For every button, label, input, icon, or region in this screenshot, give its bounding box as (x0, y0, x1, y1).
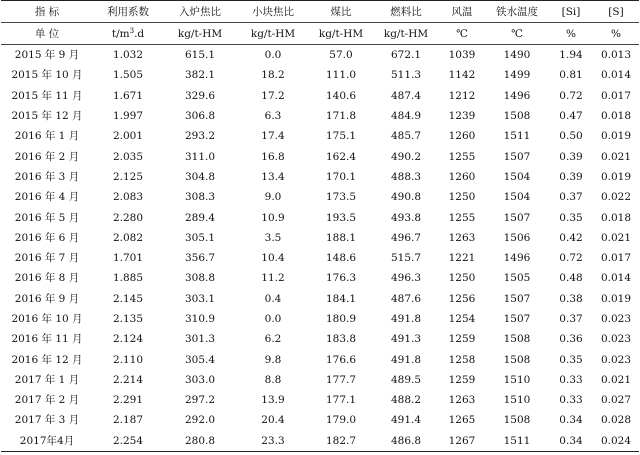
cell-iron-temp: 1496 (503, 89, 531, 102)
cell-coke-rate: 289.4 (184, 211, 216, 224)
cell-iron-temp: 1510 (503, 394, 531, 407)
cell-blast-temp: 1255 (448, 211, 476, 224)
table-row (1, 146, 639, 166)
unit-coal-rate: kg/t-HM (309, 23, 373, 45)
cell-month: 2016 年 3 月 (14, 170, 80, 183)
cell-month: 2016 年 6 月 (14, 231, 80, 244)
cell-nut-coke: 8.8 (264, 373, 282, 386)
cell-nut-coke: 6.2 (264, 333, 282, 346)
cell-si: 0.34 (559, 414, 583, 427)
cell-nut-coke: 0.4 (264, 292, 282, 305)
cell-si: 0.33 (559, 394, 583, 407)
cell-fuel-rate: 672.1 (390, 49, 422, 62)
cell-nut-coke: 17.2 (261, 89, 285, 102)
cell-s: 0.027 (600, 394, 632, 407)
cell-nut-coke: 9.8 (264, 353, 282, 366)
table-body (1, 45, 639, 452)
cell-iron-temp: 1496 (503, 252, 531, 265)
cell-nut-coke: 10.4 (261, 252, 285, 265)
cell-blast-temp: 1142 (448, 69, 476, 82)
cell-coke-rate: 356.7 (184, 252, 216, 265)
cell-coke-rate: 304.8 (184, 170, 216, 183)
cell-coal-rate: 140.6 (325, 89, 357, 102)
cell-coal-rate: 184.1 (325, 292, 357, 305)
cell-si: 0.38 (559, 292, 583, 305)
cell-coal-rate: 173.5 (325, 191, 357, 204)
cell-s: 0.022 (600, 191, 632, 204)
cell-si: 0.37 (559, 313, 583, 325)
cell-nut-coke: 0.0 (264, 313, 282, 325)
cell-utilization: 1.885 (112, 272, 144, 285)
cell-month: 2016 年 4 月 (14, 191, 80, 204)
unit-coef-sup: 3 (129, 26, 135, 35)
cell-fuel-rate: 484.9 (390, 110, 422, 123)
cell-s: 0.014 (600, 69, 632, 82)
table-row (1, 228, 639, 248)
cell-blast-temp: 1221 (448, 252, 476, 265)
cell-si: 0.42 (559, 231, 583, 244)
cell-coal-rate: 183.8 (325, 333, 357, 346)
header-indicator: 指 标 (1, 1, 93, 23)
table-row (1, 167, 639, 187)
unit-label: 单 位 (1, 23, 93, 45)
cell-s: 0.019 (600, 170, 632, 183)
cell-blast-temp: 1259 (448, 373, 476, 386)
cell-coke-rate: 382.1 (184, 69, 216, 82)
cell-coal-rate: 111.0 (325, 69, 357, 82)
cell-fuel-rate: 493.8 (390, 211, 422, 224)
cell-s: 0.018 (600, 211, 632, 224)
table-row (1, 268, 639, 288)
cell-coal-rate: 162.4 (325, 150, 357, 163)
cell-coke-rate: 303.1 (184, 292, 216, 305)
cell-nut-coke: 18.2 (261, 69, 285, 82)
cell-fuel-rate: 511.3 (390, 69, 422, 82)
cell-fuel-rate: 491.8 (390, 353, 422, 366)
header-utilization: 利用系数 (93, 1, 163, 23)
cell-fuel-rate: 491.4 (390, 414, 422, 427)
cell-s: 0.024 (593, 431, 639, 452)
table-row (1, 410, 639, 430)
cell-coke-rate: 292.0 (184, 414, 216, 427)
cell-iron-temp: 1507 (503, 150, 531, 163)
cell-fuel-rate: 490.2 (390, 150, 422, 163)
cell-coal-rate: 175.1 (325, 130, 357, 143)
cell-blast-temp: 1212 (448, 89, 476, 102)
cell-nut-coke: 9.0 (264, 191, 282, 204)
cell-coke-rate: 311.0 (184, 150, 216, 163)
cell-iron-temp: 1511 (485, 431, 549, 452)
header-iron-temp: 铁水温度 (485, 1, 549, 23)
cell-si: 0.81 (559, 69, 583, 82)
cell-utilization: 2.035 (112, 150, 144, 163)
cell-iron-temp: 1508 (503, 414, 531, 427)
cell-utilization: 1.701 (112, 252, 144, 265)
cell-coal-rate: 177.7 (325, 373, 357, 386)
table-row (1, 349, 639, 369)
cell-utilization: 1.671 (112, 89, 144, 102)
cell-month: 2016 年 2 月 (14, 150, 80, 163)
cell-coke-rate: 310.9 (184, 313, 216, 325)
cell-si: 0.33 (559, 373, 583, 386)
table-row (1, 248, 639, 268)
cell-coal-rate: 177.1 (325, 394, 357, 407)
cell-blast-temp: 1039 (448, 49, 476, 62)
cell-iron-temp: 1504 (503, 191, 531, 204)
cell-month: 2016 年 5 月 (14, 211, 80, 224)
cell-coal-rate: 188.1 (325, 231, 357, 244)
unit-coef-tail: .d (134, 27, 145, 40)
unit-coef-base: t/m (111, 27, 130, 40)
cell-iron-temp: 1490 (503, 49, 531, 62)
cell-si: 0.72 (559, 252, 583, 265)
cell-utilization: 1.997 (112, 110, 144, 123)
header-coal-rate: 煤比 (309, 1, 373, 23)
cell-coal-rate: 193.5 (325, 211, 357, 224)
cell-fuel-rate: 487.4 (390, 89, 422, 102)
cell-coke-rate: 329.6 (184, 89, 216, 102)
table-row (1, 309, 639, 329)
cell-utilization: 2.001 (112, 130, 144, 143)
cell-nut-coke: 16.8 (261, 150, 285, 163)
cell-utilization: 2.135 (112, 313, 144, 325)
cell-nut-coke: 11.2 (261, 272, 285, 285)
cell-month: 2017 年 2 月 (14, 394, 80, 407)
cell-blast-temp: 1260 (448, 130, 476, 143)
cell-fuel-rate: 515.7 (390, 252, 422, 265)
cell-month: 2016 年 12 月 (11, 353, 83, 366)
cell-coke-rate: 306.8 (184, 110, 216, 123)
cell-blast-temp: 1258 (448, 353, 476, 366)
header-fuel-rate: 燃料比 (373, 1, 439, 23)
cell-iron-temp: 1506 (503, 231, 531, 244)
cell-month: 2015 年 10 月 (11, 69, 83, 82)
cell-s: 0.018 (600, 110, 632, 123)
cell-s: 0.013 (600, 49, 632, 62)
header-blast-temp: 风温 (439, 1, 485, 23)
header-nut-coke: 小块焦比 (237, 1, 309, 23)
header-coke-rate: 入炉焦比 (163, 1, 237, 23)
table-row (1, 187, 639, 207)
cell-month: 2017年4月 (1, 431, 93, 452)
cell-coke-rate: 301.3 (184, 333, 216, 346)
cell-utilization: 2.125 (112, 170, 144, 183)
unit-s: % (593, 23, 639, 45)
cell-si: 0.39 (559, 170, 583, 183)
cell-month: 2016 年 10 月 (11, 313, 83, 325)
cell-utilization: 2.145 (112, 292, 144, 305)
cell-fuel-rate: 490.8 (390, 191, 422, 204)
cell-utilization: 2.254 (93, 431, 163, 452)
cell-iron-temp: 1499 (503, 69, 531, 82)
cell-nut-coke: 13.9 (261, 394, 285, 407)
cell-iron-temp: 1510 (503, 373, 531, 386)
cell-utilization: 1.505 (112, 69, 144, 82)
table-row (1, 431, 639, 452)
cell-si: 0.72 (559, 89, 583, 102)
cell-fuel-rate: 488.3 (390, 170, 422, 183)
cell-month: 2016 年 1 月 (14, 130, 80, 143)
cell-coal-rate: 179.0 (325, 414, 357, 427)
cell-month: 2016 年 8 月 (14, 272, 80, 285)
cell-iron-temp: 1508 (503, 110, 531, 123)
cell-si: 0.50 (559, 130, 583, 143)
cell-fuel-rate: 496.7 (390, 231, 422, 244)
cell-coal-rate: 170.1 (325, 170, 357, 183)
cell-s: 0.021 (600, 373, 632, 386)
cell-month: 2016 年 9 月 (14, 292, 80, 305)
cell-coke-rate: 297.2 (184, 394, 216, 407)
cell-fuel-rate: 486.8 (373, 431, 439, 452)
cell-si: 0.35 (559, 211, 583, 224)
cell-coal-rate: 57.0 (329, 49, 353, 62)
cell-s: 0.017 (600, 252, 632, 265)
cell-si: 0.47 (559, 110, 583, 123)
cell-coke-rate: 305.1 (184, 231, 216, 244)
cell-blast-temp: 1267 (439, 431, 485, 452)
unit-row (1, 23, 639, 45)
cell-month: 2015 年 9 月 (14, 49, 80, 62)
cell-nut-coke: 0.0 (264, 49, 282, 62)
table-row (1, 207, 639, 227)
cell-s: 0.019 (600, 130, 632, 143)
cell-nut-coke: 20.4 (261, 414, 285, 427)
cell-blast-temp: 1255 (448, 150, 476, 163)
cell-month: 2017 年 1 月 (14, 373, 80, 386)
table-row (1, 126, 639, 146)
cell-utilization: 2.187 (112, 414, 144, 427)
cell-coal-rate: 180.9 (325, 313, 357, 325)
cell-coke-rate: 303.0 (184, 373, 216, 386)
cell-utilization: 2.214 (112, 373, 144, 386)
cell-fuel-rate: 487.6 (390, 292, 422, 305)
cell-si: 0.34 (549, 431, 593, 452)
cell-fuel-rate: 496.3 (390, 272, 422, 285)
cell-month: 2017 年 3 月 (14, 414, 80, 427)
header-s: [S] (593, 1, 639, 23)
cell-blast-temp: 1259 (448, 333, 476, 346)
blast-furnace-data-table (1, 0, 639, 452)
cell-iron-temp: 1511 (503, 130, 531, 143)
cell-iron-temp: 1508 (503, 353, 531, 366)
table-row (1, 86, 639, 106)
cell-coke-rate: 308.3 (184, 191, 216, 204)
unit-nut-coke: kg/t-HM (237, 23, 309, 45)
cell-iron-temp: 1507 (503, 313, 531, 325)
cell-iron-temp: 1507 (503, 292, 531, 305)
cell-nut-coke: 3.5 (264, 231, 282, 244)
cell-month: 2015 年 12 月 (11, 110, 83, 123)
unit-iron-temp: ℃ (485, 23, 549, 45)
cell-blast-temp: 1263 (448, 231, 476, 244)
cell-nut-coke: 17.4 (261, 130, 285, 143)
cell-utilization: 1.032 (112, 49, 144, 62)
cell-coal-rate: 176.6 (325, 353, 357, 366)
cell-si: 0.37 (559, 191, 583, 204)
cell-blast-temp: 1260 (448, 170, 476, 183)
cell-month: 2016 年 11 月 (11, 333, 83, 346)
cell-coal-rate: 182.7 (309, 431, 373, 452)
cell-coke-rate: 615.1 (184, 49, 216, 62)
cell-coke-rate: 293.2 (184, 130, 216, 143)
cell-iron-temp: 1505 (503, 272, 531, 285)
cell-coal-rate: 171.8 (325, 110, 357, 123)
table-row (1, 390, 639, 410)
cell-nut-coke: 6.3 (264, 110, 282, 123)
unit-utilization (93, 23, 163, 45)
cell-iron-temp: 1508 (503, 333, 531, 346)
unit-coke-rate: kg/t-HM (163, 23, 237, 45)
table-row (1, 370, 639, 390)
cell-s: 0.021 (600, 150, 632, 163)
cell-blast-temp: 1254 (448, 313, 476, 325)
cell-si: 1.94 (559, 49, 583, 62)
cell-blast-temp: 1256 (448, 292, 476, 305)
cell-iron-temp: 1504 (503, 170, 531, 183)
unit-fuel-rate: kg/t-HM (373, 23, 439, 45)
cell-utilization: 2.082 (112, 231, 144, 244)
cell-month: 2015 年 11 月 (11, 89, 83, 102)
cell-nut-coke: 13.4 (261, 170, 285, 183)
cell-nut-coke: 23.3 (237, 431, 309, 452)
cell-s: 0.028 (600, 414, 632, 427)
cell-utilization: 2.291 (112, 394, 144, 407)
cell-utilization: 2.124 (112, 333, 144, 346)
table-row (1, 289, 639, 309)
cell-fuel-rate: 489.5 (390, 373, 422, 386)
cell-utilization: 2.110 (112, 353, 144, 366)
unit-blast-temp: ℃ (439, 23, 485, 45)
cell-coal-rate: 148.6 (325, 252, 357, 265)
unit-si: % (549, 23, 593, 45)
cell-si: 0.35 (559, 353, 583, 366)
cell-fuel-rate: 491.8 (390, 313, 422, 325)
cell-blast-temp: 1239 (448, 110, 476, 123)
cell-s: 0.014 (600, 272, 632, 285)
cell-coal-rate: 176.3 (325, 272, 357, 285)
cell-utilization: 2.083 (112, 191, 144, 204)
cell-s: 0.019 (600, 292, 632, 305)
table-row (1, 45, 639, 66)
cell-coke-rate: 308.8 (184, 272, 216, 285)
cell-utilization: 2.280 (112, 211, 144, 224)
cell-si: 0.48 (559, 272, 583, 285)
table-row (1, 106, 639, 126)
cell-coke-rate: 305.4 (184, 353, 216, 366)
cell-fuel-rate: 491.3 (390, 333, 422, 346)
cell-iron-temp: 1507 (503, 211, 531, 224)
cell-si: 0.39 (559, 150, 583, 163)
cell-blast-temp: 1250 (448, 272, 476, 285)
cell-s: 0.023 (600, 333, 632, 346)
cell-fuel-rate: 485.7 (390, 130, 422, 143)
table-row (1, 329, 639, 349)
cell-coke-rate: 280.8 (163, 431, 237, 452)
cell-nut-coke: 10.9 (261, 211, 285, 224)
cell-fuel-rate: 488.2 (390, 394, 422, 407)
cell-blast-temp: 1263 (448, 394, 476, 407)
header-si: [Si] (549, 1, 593, 23)
cell-s: 0.023 (600, 353, 632, 366)
cell-s: 0.017 (600, 89, 632, 102)
table-row (1, 65, 639, 85)
cell-month: 2016 年 7 月 (14, 252, 80, 265)
cell-si: 0.36 (559, 333, 583, 346)
cell-blast-temp: 1265 (448, 414, 476, 427)
cell-s: 0.021 (600, 231, 632, 244)
cell-s: 0.023 (600, 313, 632, 325)
cell-blast-temp: 1250 (448, 191, 476, 204)
header-row (1, 1, 639, 23)
